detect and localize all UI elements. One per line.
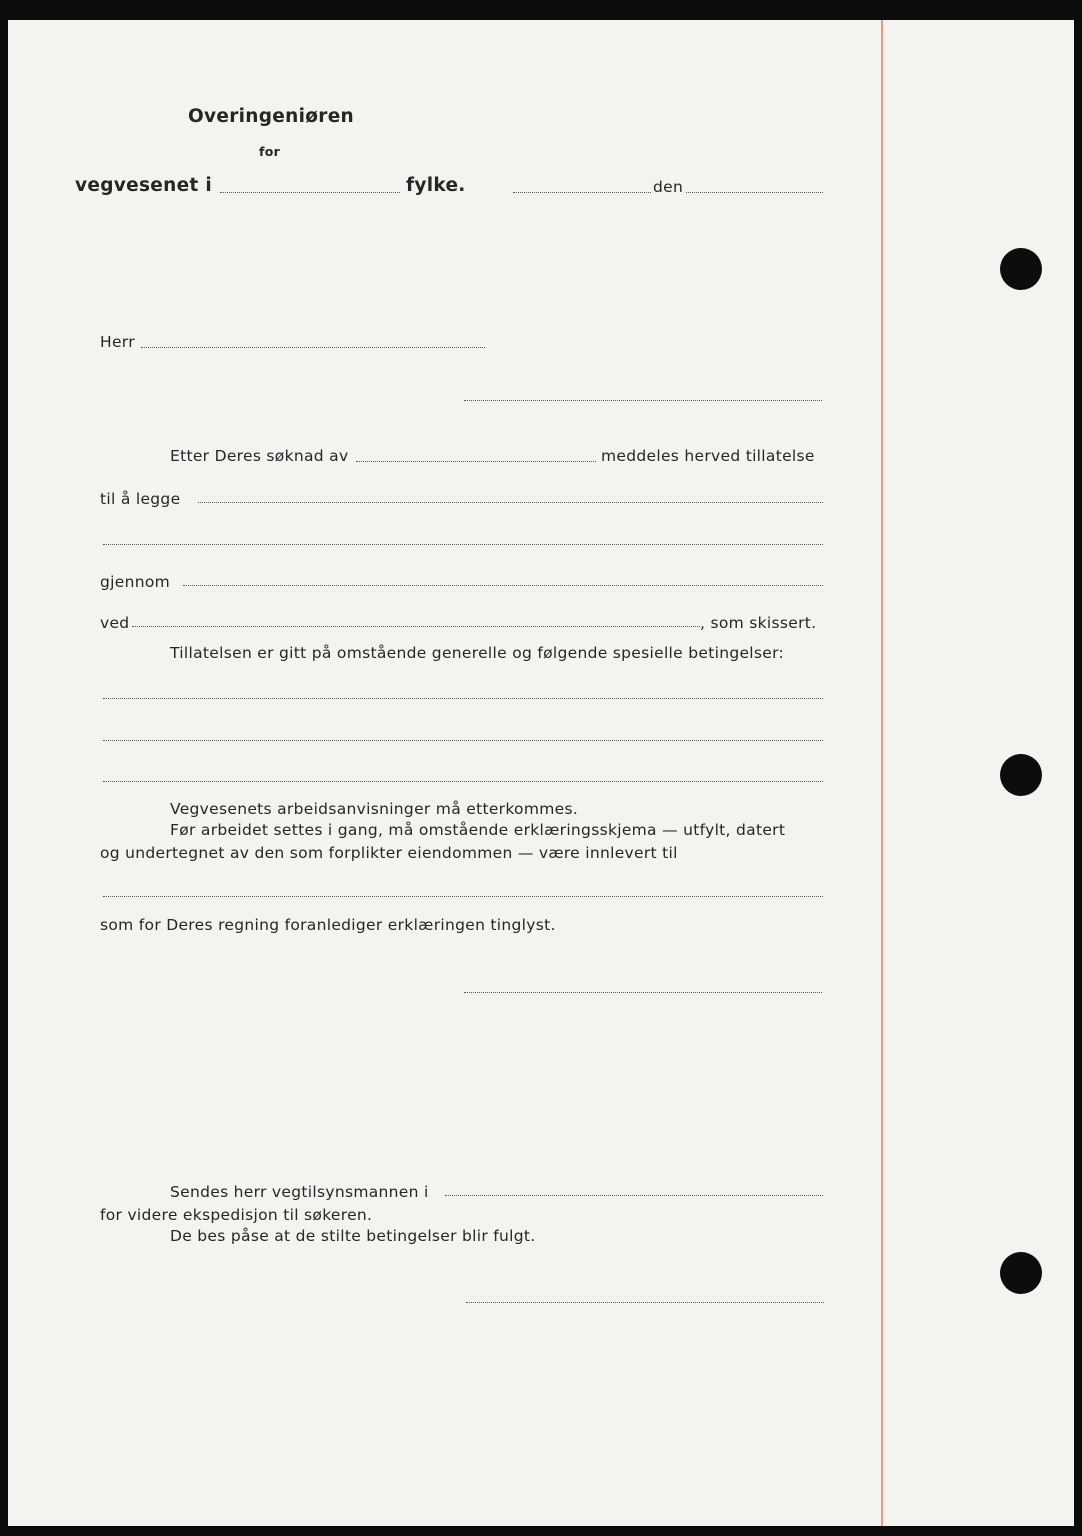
expedition-text: for videre ekspedisjon til søkeren. xyxy=(100,1206,373,1224)
submit-to-field[interactable] xyxy=(103,896,823,897)
recipient-address-field[interactable] xyxy=(464,400,822,401)
signature-line-2[interactable] xyxy=(466,1302,824,1303)
condition-line-1[interactable] xyxy=(103,698,823,699)
header-office-prefix: vegvesenet i xyxy=(75,175,212,196)
lay-field[interactable] xyxy=(198,502,823,503)
through-label: gjennom xyxy=(100,573,171,591)
condition-line-2[interactable] xyxy=(103,740,823,741)
punch-hole-icon xyxy=(1000,1252,1042,1294)
recipient-name-field[interactable] xyxy=(141,347,485,348)
header-for: for xyxy=(259,144,281,159)
punch-hole-icon xyxy=(1000,248,1042,290)
lay-field-continued[interactable] xyxy=(103,544,823,545)
header-office-suffix: fylke. xyxy=(406,175,466,196)
header-title: Overingeniøren xyxy=(188,106,355,127)
inspector-district-field[interactable] xyxy=(445,1195,823,1196)
conditions-intro: Tillatelsen er gitt på omstående generelle og følgende spesielle betingelser: xyxy=(170,644,785,662)
sketch-suffix: , som skissert. xyxy=(700,614,817,632)
condition-line-3[interactable] xyxy=(103,781,823,782)
signature-line-1[interactable] xyxy=(464,992,822,993)
lay-label: til å legge xyxy=(100,490,181,508)
red-margin-line xyxy=(881,20,883,1526)
show-through-mark xyxy=(358,325,369,365)
instructions-line-1: Vegvesenets arbeidsanvisninger må etterkommes. xyxy=(170,800,579,818)
through-field[interactable] xyxy=(183,585,823,586)
application-prefix: Etter Deres søknad av xyxy=(170,447,349,465)
instructions-line-3: og undertegnet av den som forplikter eiendommen — være innlevert til xyxy=(100,844,678,862)
place-field[interactable] xyxy=(513,192,651,193)
date-field[interactable] xyxy=(686,192,823,193)
ensure-text: De bes påse at de stilte betingelser blir fulgt. xyxy=(170,1227,536,1245)
date-label: den xyxy=(653,178,684,196)
salutation: Herr xyxy=(100,333,135,351)
punch-hole-icon xyxy=(1000,754,1042,796)
send-line: Sendes herr vegtilsynsmannen i xyxy=(170,1183,429,1201)
application-suffix: meddeles herved tillatelse xyxy=(601,447,815,465)
instructions-line-2: Før arbeidet settes i gang, må omstående erklæringsskjema — utfylt, datert xyxy=(170,821,786,839)
application-date-field[interactable] xyxy=(356,461,596,462)
at-label: ved xyxy=(100,614,130,632)
county-field[interactable] xyxy=(220,192,400,193)
document-page xyxy=(8,20,1074,1526)
registration-text: som for Deres regning foranlediger erklæringen tinglyst. xyxy=(100,916,556,934)
at-field[interactable] xyxy=(132,626,700,627)
